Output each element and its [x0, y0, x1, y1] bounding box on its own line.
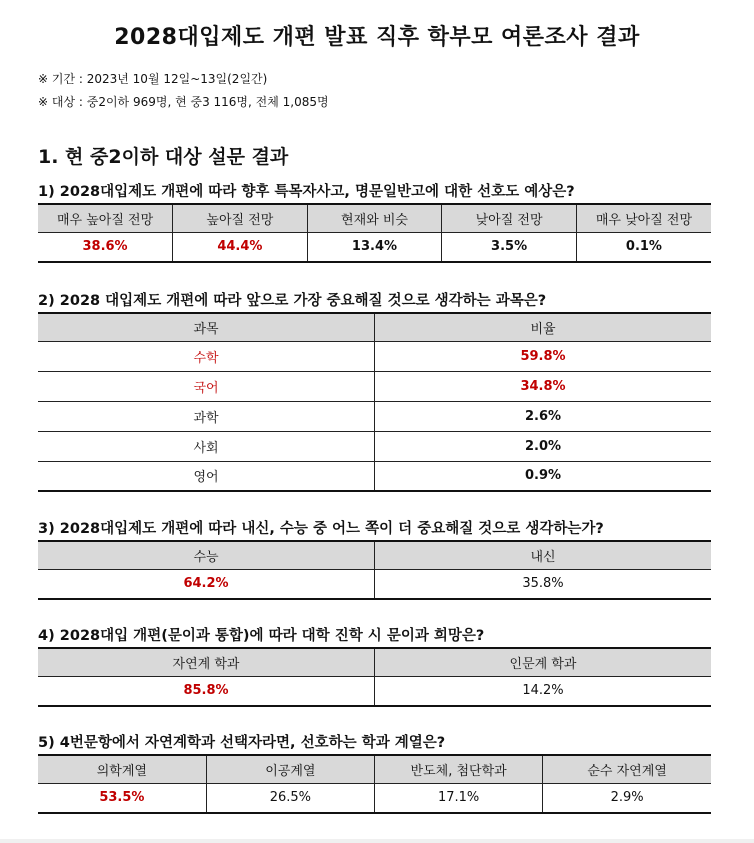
q2-ratio: 34.8% [375, 371, 712, 401]
q4-value-humanities: 14.2% [375, 676, 712, 706]
q1-value-very-low: 0.1% [576, 232, 711, 262]
q3-value-naesin: 35.8% [375, 569, 712, 599]
q5-header-semiconductor: 반도체, 첨단학과 [375, 755, 543, 783]
q2-ratio: 2.0% [375, 431, 712, 461]
q1-value-high: 44.4% [173, 232, 308, 262]
q5-value-medical: 53.5% [38, 783, 206, 813]
q1-header-very-low: 매우 낮아질 전망 [576, 204, 711, 232]
q1-header-similar: 현재와 비슷 [307, 204, 442, 232]
q1-header-very-high: 매우 높아질 전망 [38, 204, 173, 232]
q2-header-ratio: 비율 [375, 313, 712, 341]
q4-value-science: 85.8% [38, 676, 375, 706]
survey-target: ※ 대상 : 중2이하 969명, 현 중3 116명, 전체 1,085명 [38, 95, 329, 109]
q3-header-naesin: 내신 [375, 541, 712, 569]
q2-table [38, 312, 711, 492]
q2-ratio: 2.6% [375, 401, 712, 431]
q2-header-subject: 과목 [38, 313, 375, 341]
q3-value-suneung: 64.2% [38, 569, 375, 599]
q5-table [38, 754, 711, 814]
bottom-divider [0, 839, 754, 843]
question-1: 1) 2028대입제도 개편에 따라 향후 특목자사고, 명문일반고에 대한 선호도 예상은? [38, 184, 575, 200]
q2-ratio: 0.9% [375, 461, 712, 491]
q1-value-very-high: 38.6% [38, 232, 173, 262]
q3-header-suneung: 수능 [38, 541, 375, 569]
q2-subject: 과학 [38, 401, 375, 431]
question-4: 4) 2028대입 개편(문이과 통합)에 따라 대학 진학 시 문이과 희망은? [38, 628, 485, 644]
survey-period: ※ 기간 : 2023년 10월 12일~13일(2일간) [38, 72, 268, 86]
q1-table [38, 203, 711, 263]
table-row [38, 401, 711, 431]
q3-table [38, 540, 711, 600]
q2-subject: 사회 [38, 431, 375, 461]
q5-header-engineering: 이공계열 [206, 755, 374, 783]
q5-value-pure-science: 2.9% [543, 783, 711, 813]
q1-value-similar: 13.4% [307, 232, 442, 262]
q2-subject: 국어 [38, 371, 375, 401]
q1-header-high: 높아질 전망 [173, 204, 308, 232]
q4-table [38, 647, 711, 707]
question-5: 5) 4번문항에서 자연계학과 선택자라면, 선호하는 학과 계열은? [38, 735, 446, 751]
q4-header-science: 자연계 학과 [38, 648, 375, 676]
table-row [38, 341, 711, 371]
q2-subject: 수학 [38, 341, 375, 371]
page-title: 2028대입제도 개편 발표 직후 학부모 여론조사 결과 [114, 25, 640, 50]
q5-header-medical: 의학계열 [38, 755, 206, 783]
q1-value-low: 3.5% [442, 232, 577, 262]
q2-subject: 영어 [38, 461, 375, 491]
q5-header-pure-science: 순수 자연계열 [543, 755, 711, 783]
table-row [38, 371, 711, 401]
q5-value-engineering: 26.5% [206, 783, 374, 813]
table-row [38, 431, 711, 461]
q2-ratio: 59.8% [375, 341, 712, 371]
q5-value-semiconductor: 17.1% [375, 783, 543, 813]
table-row [38, 461, 711, 491]
question-2: 2) 2028 대입제도 개편에 따라 앞으로 가장 중요해질 것으로 생각하는 과목은? [38, 293, 547, 309]
q1-header-low: 낮아질 전망 [442, 204, 577, 232]
section-heading: 1. 현 중2이하 대상 설문 결과 [38, 146, 289, 168]
q4-header-humanities: 인문계 학과 [375, 648, 712, 676]
question-3: 3) 2028대입제도 개편에 따라 내신, 수능 중 어느 쪽이 더 중요해질 것으로 생각하는가? [38, 521, 604, 537]
